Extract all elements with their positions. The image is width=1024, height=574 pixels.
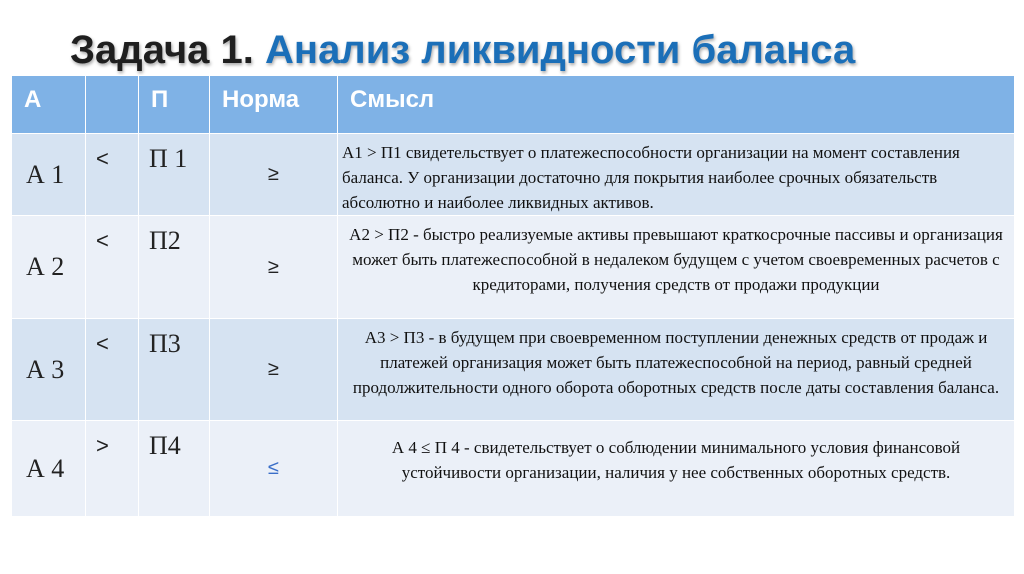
table-row <box>12 216 1015 319</box>
liability-cell: П2 <box>139 216 210 319</box>
norm-cell: ≥ <box>210 134 338 216</box>
norm-cell: ≤ <box>210 421 338 517</box>
liability-cell: П 1 <box>139 134 210 216</box>
comparison-cell: < <box>86 216 139 319</box>
header-norm: Норма <box>210 76 338 134</box>
header-sign <box>86 76 139 134</box>
asset-cell: А 2 <box>12 216 86 319</box>
asset-cell: А 3 <box>12 319 86 421</box>
title-main: Анализ ликвидности баланса <box>265 28 856 72</box>
meaning-cell: А3 > П3 - в будущем при своевременном поступлении денежных средств от продаж и платежей организация может быть платежеспособной на период, равный средней продолжительности одного оборота оборотных средств после даты составления баланса. <box>338 319 1015 421</box>
norm-cell: ≥ <box>210 216 338 319</box>
liability-cell: П4 <box>139 421 210 517</box>
meaning-cell: А2 > П2 - быстро реализуемые активы превышают краткосрочные пассивы и организация может быть платежеспособной в недалеком будущем с учетом своевременных расчетов с кредиторами, получения средств от продажи продукции <box>338 216 1015 319</box>
comparison-cell: < <box>86 319 139 421</box>
liability-cell: П3 <box>139 319 210 421</box>
table-header-row <box>12 76 1015 134</box>
norm-cell: ≥ <box>210 319 338 421</box>
title-prefix: Задача 1. <box>70 28 254 72</box>
table-row <box>12 319 1015 421</box>
liquidity-table <box>11 75 1015 517</box>
page-title <box>70 28 855 73</box>
table-row <box>12 421 1015 517</box>
comparison-cell: < <box>86 134 139 216</box>
meaning-cell: А 4 ≤ П 4 - свидетельствует о соблюдении минимального условия финансовой устойчивости организации, наличия у нее собственных оборотных средств. <box>338 421 1015 517</box>
table-row <box>12 134 1015 216</box>
header-liabilities: П <box>139 76 210 134</box>
meaning-cell: А1 > П1 свидетельствует о платежеспособности организации на момент составления баланса. У организации достаточно для покрытия наиболее срочных обязательств абсолютно и наиболее ликвидных активов. <box>338 134 1015 216</box>
asset-cell: А 4 <box>12 421 86 517</box>
comparison-cell: > <box>86 421 139 517</box>
asset-cell: А 1 <box>12 134 86 216</box>
header-assets: А <box>12 76 86 134</box>
header-meaning: Смысл <box>338 76 1015 134</box>
